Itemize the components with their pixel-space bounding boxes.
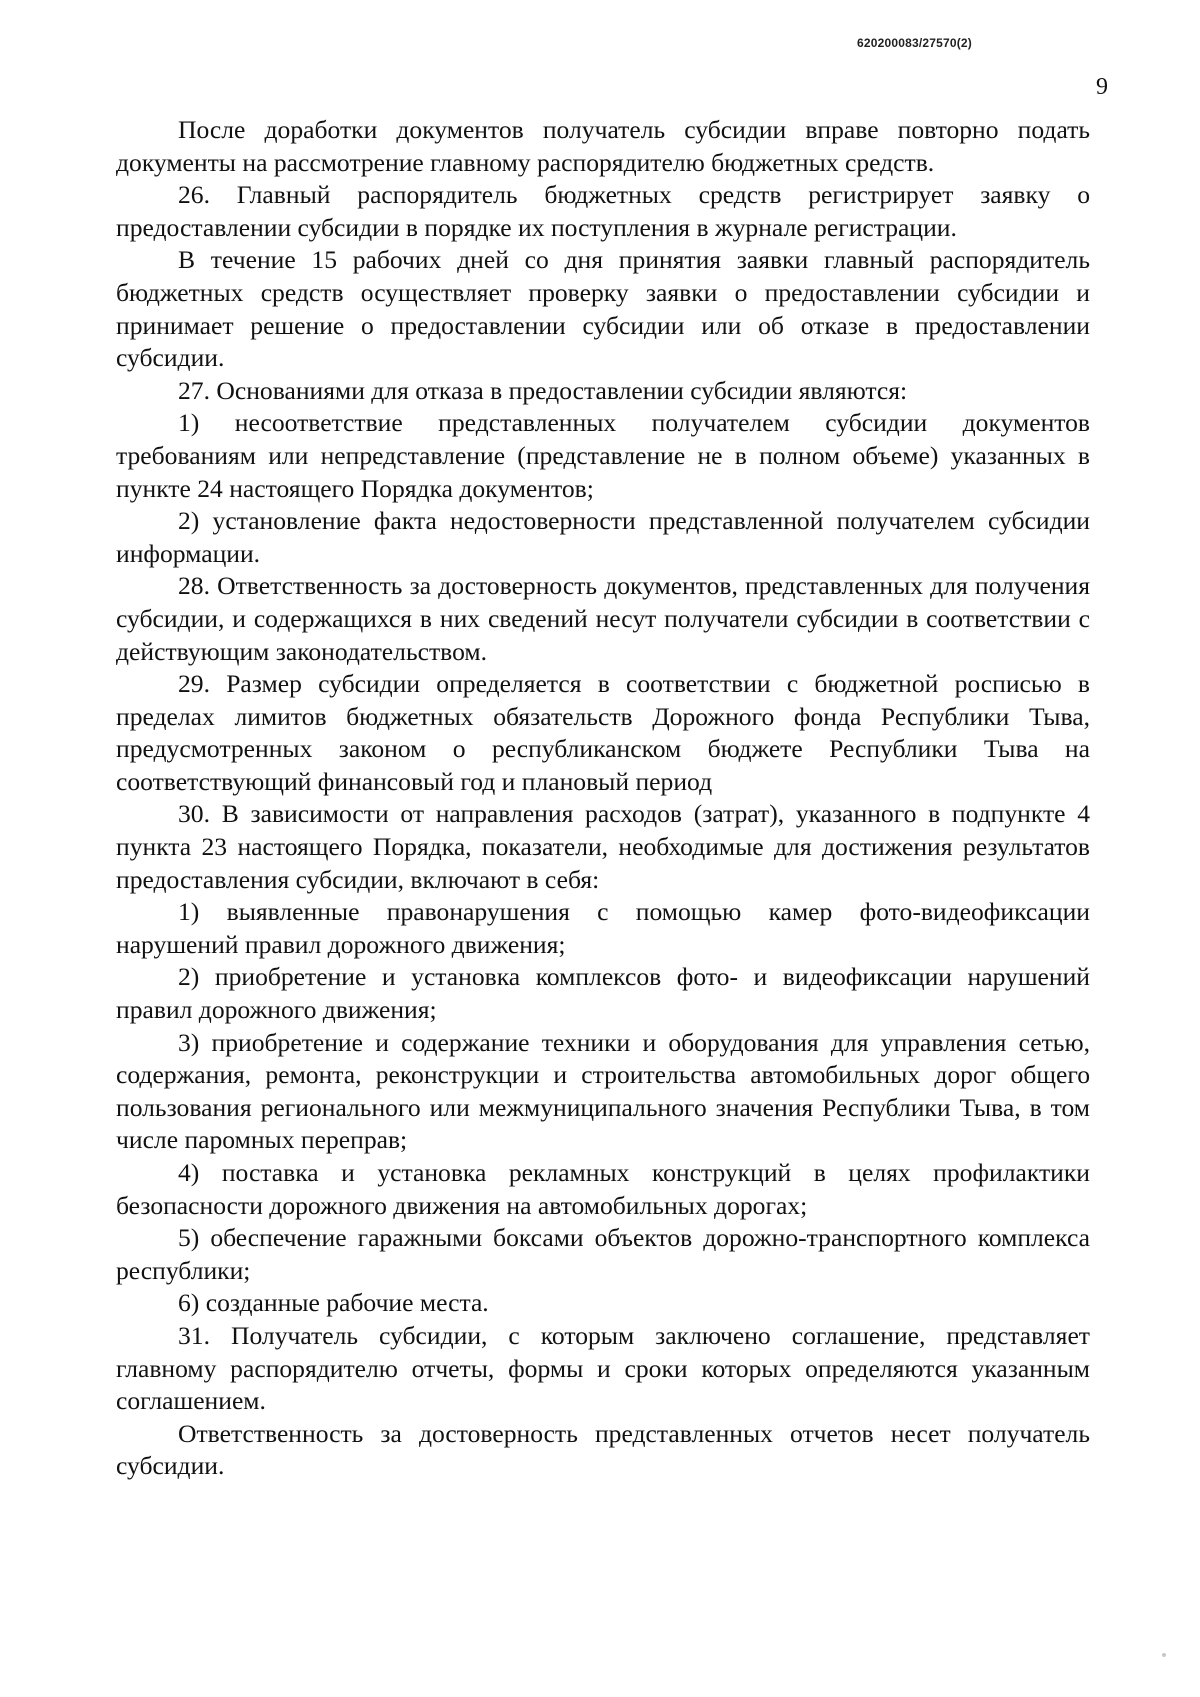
paragraph-30-item-3: 3) приобретение и содержание техники и оборудования для управления сетью, содержания, ремонта, реконструкции и строительства автомобильных дорог общего пользования регионального или межмуниципального значения Республики Тыва, в том числе паромных переправ; [116, 1027, 1090, 1155]
page-number: 9 [1096, 74, 1108, 100]
paragraph-review-period: В течение 15 рабочих дней со дня принятия заявки главный распорядитель бюджетных средств осуществляет проверку заявки о предоставлении субсидии и принимает решение о предоставлении субсидии или об отказе в предоставлении субсидии. [116, 245, 1090, 373]
paragraph-report-responsibility: Ответственность за достоверность представленных отчетов несет получатель субсидии. [116, 1418, 1090, 1481]
paragraph-30: 30. В зависимости от направления расходов (затрат), указанного в подпункте 4 пункта 23 настоящего Порядка, показатели, необходимые для достижения результатов предоставления субсидии, включают в себя: [116, 799, 1090, 894]
paragraph-27-item-2: 2) установление факта недостоверности представленной получателем субсидии информации. [116, 506, 1090, 568]
paragraph-29: 29. Размер субсидии определяется в соответствии с бюджетной росписью в пределах лимитов бюджетных обязательств Дорожного фонда Республики Тыва, предусмотренных законом о республиканском бюджете Республики Тыва на соответствующий финансовый год и плановый период [116, 669, 1090, 796]
paragraph-27: 27. Основаниями для отказа в предоставлении субсидии являются: [178, 375, 908, 405]
paragraph-resubmission: После доработки документов получатель субсидии вправе повторно подать документы на рассмотрение главному распорядителю бюджетных средств. [116, 115, 1090, 177]
paragraph-30-item-1: 1) выявленные правонарушения с помощью камер фото-видеофиксации нарушений правил дорожного движения; [116, 897, 1090, 959]
paragraph-30-item-5: 5) обеспечение гаражными боксами объектов дорожно-транспортного комплекса республики; [116, 1223, 1090, 1285]
paragraph-26: 26. Главный распорядитель бюджетных средств регистрирует заявку о предоставлении субсидии в порядке их поступления в журнале регистрации. [116, 180, 1090, 242]
paragraph-30-item-6: 6) созданные рабочие места. [178, 1288, 489, 1318]
document-code: 620200083/27570(2) [856, 36, 972, 50]
paragraph-27-item-1: 1) несоответствие представленных получателем субсидии документов требованиям или непредставление (представление не в полном объеме) указанных в пункте 24 настоящего Порядка документов; [116, 408, 1090, 503]
paragraph-30-item-4: 4) поставка и установка рекламных конструкций в целях профилактики безопасности дорожного движения на автомобильных дорогах; [116, 1158, 1090, 1220]
paragraph-28: 28. Ответственность за достоверность документов, представленных для получения субсидии, и содержащихся в них сведений несут получатели субсидии в соответствии с действующим законодательством. [116, 571, 1090, 666]
paragraph-31: 31. Получатель субсидии, с которым заключено соглашение, представляет главному распорядителю отчеты, формы и сроки которых определяются указанным соглашением. [116, 1320, 1090, 1416]
document-body [116, 114, 1090, 1483]
paragraph-30-item-2: 2) приобретение и установка комплексов фото- и видеофиксации нарушений правил дорожного движения; [116, 962, 1090, 1025]
scan-artifact-dot [1162, 1653, 1166, 1657]
